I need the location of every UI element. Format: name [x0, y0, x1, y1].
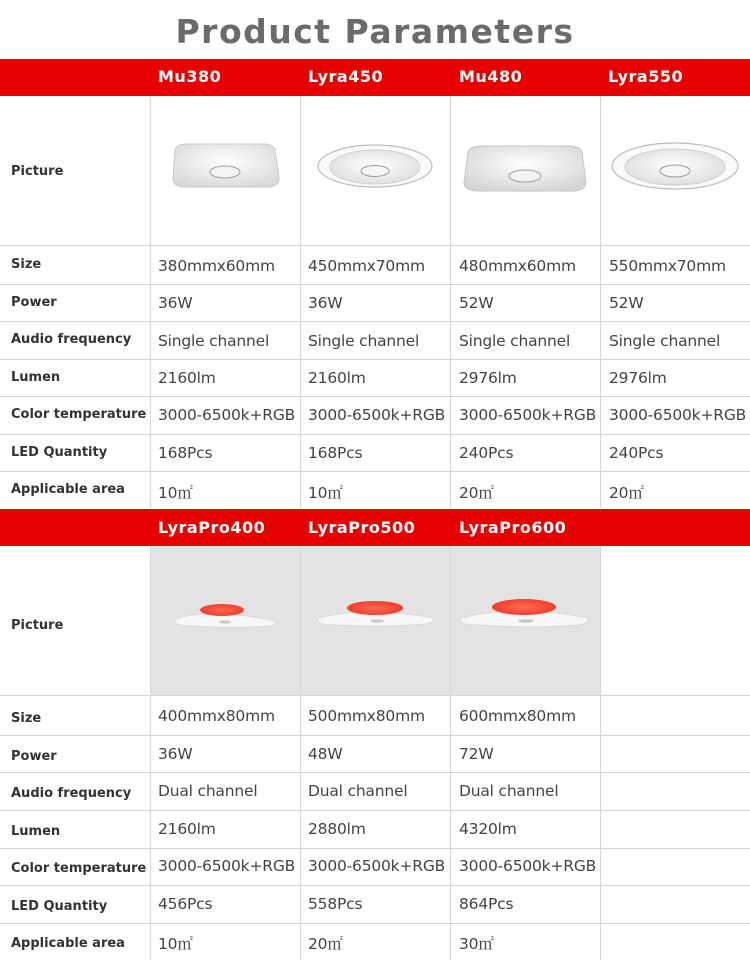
table2-cell: 500mmx80mm: [308, 707, 425, 725]
table1-cell: 2160lm: [158, 369, 216, 387]
table2-model-2: LyraPro500: [308, 518, 416, 537]
table1-cell: 2976lm: [609, 369, 667, 387]
table1-model-2: Lyra450: [308, 67, 384, 86]
table2-model-1: LyraPro400: [158, 518, 266, 537]
grid-line: [0, 396, 750, 397]
red-disc-ceiling-lamp-icon: [170, 595, 280, 635]
page-title: Product Parameters: [175, 12, 575, 51]
table2-cell: 30㎡: [459, 935, 494, 953]
table1-cell: 380mmx60mm: [158, 257, 275, 275]
table1-cell: 20㎡: [459, 484, 494, 502]
table2-cell: 3000-6500k+RGB: [158, 857, 296, 875]
table2-cell: Dual channel: [459, 782, 559, 800]
table1-cell: 2160lm: [308, 369, 366, 387]
grid-line: [600, 546, 601, 960]
table2-row-label: Lumen: [11, 824, 61, 839]
table1-cell: 168Pcs: [308, 444, 363, 462]
table1-cell: 3000-6500k+RGB: [609, 406, 747, 424]
table1-cell: 36W: [308, 294, 343, 312]
red-disc-ceiling-lamp-icon: [315, 594, 437, 634]
round-ceiling-lamp-icon: [315, 140, 435, 196]
table1-row-label: Power: [11, 295, 57, 310]
table2-cell: 2160lm: [158, 820, 216, 838]
grid-line: [150, 96, 151, 508]
table2-cell: 600mmx80mm: [459, 707, 576, 725]
grid-line: [0, 284, 750, 285]
table1-cell: 168Pcs: [158, 444, 213, 462]
grid-line: [0, 810, 750, 811]
table2-cell: Dual channel: [308, 782, 408, 800]
table1-model-3: Mu480: [459, 67, 523, 86]
table2-model-3: LyraPro600: [459, 518, 567, 537]
grid-line: [450, 96, 451, 508]
grid-line: [600, 96, 601, 508]
table2-cell: 558Pcs: [308, 895, 363, 913]
table2-cell: 3000-6500k+RGB: [459, 857, 597, 875]
table2-cell: 20㎡: [308, 935, 343, 953]
table2-cell: 2880lm: [308, 820, 366, 838]
grid-line: [300, 546, 301, 960]
grid-line: [0, 695, 750, 696]
grid-line: [0, 245, 750, 246]
table2-cell: 4320lm: [459, 820, 517, 838]
red-disc-ceiling-lamp-icon: [458, 592, 592, 634]
table2-row-label: LED Quantity: [11, 899, 108, 914]
round-ceiling-lamp-icon: [608, 138, 742, 198]
table2-cell: 864Pcs: [459, 895, 514, 913]
square-ceiling-lamp-icon: [460, 138, 590, 200]
table1-cell: 3000-6500k+RGB: [308, 406, 446, 424]
table2-cell: 456Pcs: [158, 895, 213, 913]
table2-cell: 72W: [459, 745, 494, 763]
grid-line: [0, 321, 750, 322]
table1-cell: Single channel: [609, 332, 721, 350]
table1-row-label: Lumen: [11, 370, 61, 385]
table1-row-label: Applicable area: [11, 482, 125, 497]
grid-line: [0, 772, 750, 773]
table2-row-label: Color temperature: [11, 861, 147, 876]
table1-cell: 10㎡: [158, 484, 193, 502]
grid-line: [0, 471, 750, 472]
table2-row-label: Size: [11, 711, 42, 726]
table1-picture-label: Picture: [11, 164, 64, 179]
grid-line: [0, 885, 750, 886]
table1-cell: 52W: [609, 294, 644, 312]
table2-cell: 10㎡: [158, 935, 193, 953]
table1-cell: Single channel: [158, 332, 270, 350]
grid-line: [450, 546, 451, 960]
table1-row-label: LED Quantity: [11, 445, 108, 460]
table1-cell: 10㎡: [308, 484, 343, 502]
table1-cell: 3000-6500k+RGB: [158, 406, 296, 424]
table1-cell: 550mmx70mm: [609, 257, 726, 275]
table1-cell: 20㎡: [609, 484, 644, 502]
table1-row-label: Color temperature: [11, 407, 147, 422]
table1-cell: 450mmx70mm: [308, 257, 425, 275]
table2-cell: 48W: [308, 745, 343, 763]
table1-cell: 3000-6500k+RGB: [459, 406, 597, 424]
table2-cell: 400mmx80mm: [158, 707, 275, 725]
table1-cell: 240Pcs: [609, 444, 664, 462]
table1-cell: 2976lm: [459, 369, 517, 387]
table1-cell: 480mmx60mm: [459, 257, 576, 275]
table2-row-label: Audio frequency: [11, 786, 132, 801]
grid-line: [300, 96, 301, 508]
table1-row-label: Audio frequency: [11, 332, 132, 347]
square-ceiling-lamp-icon: [165, 136, 285, 196]
grid-line: [0, 434, 750, 435]
table2-cell: Dual channel: [158, 782, 258, 800]
table2-cell: 36W: [158, 745, 193, 763]
table1-cell: 36W: [158, 294, 193, 312]
table1-cell: Single channel: [308, 332, 420, 350]
grid-line: [0, 735, 750, 736]
grid-line: [0, 359, 750, 360]
table1-cell: 52W: [459, 294, 494, 312]
table2-cell: 3000-6500k+RGB: [308, 857, 446, 875]
table2-row-label: Applicable area: [11, 936, 125, 951]
grid-line: [150, 546, 151, 960]
table1-model-4: Lyra550: [608, 67, 684, 86]
table1-row-label: Size: [11, 257, 42, 272]
table1-cell: 240Pcs: [459, 444, 514, 462]
table1-model-1: Mu380: [158, 67, 222, 86]
table2-picture-label: Picture: [11, 618, 64, 633]
table2-row-label: Power: [11, 749, 57, 764]
grid-line: [0, 923, 750, 924]
grid-line: [0, 848, 750, 849]
table1-cell: Single channel: [459, 332, 571, 350]
